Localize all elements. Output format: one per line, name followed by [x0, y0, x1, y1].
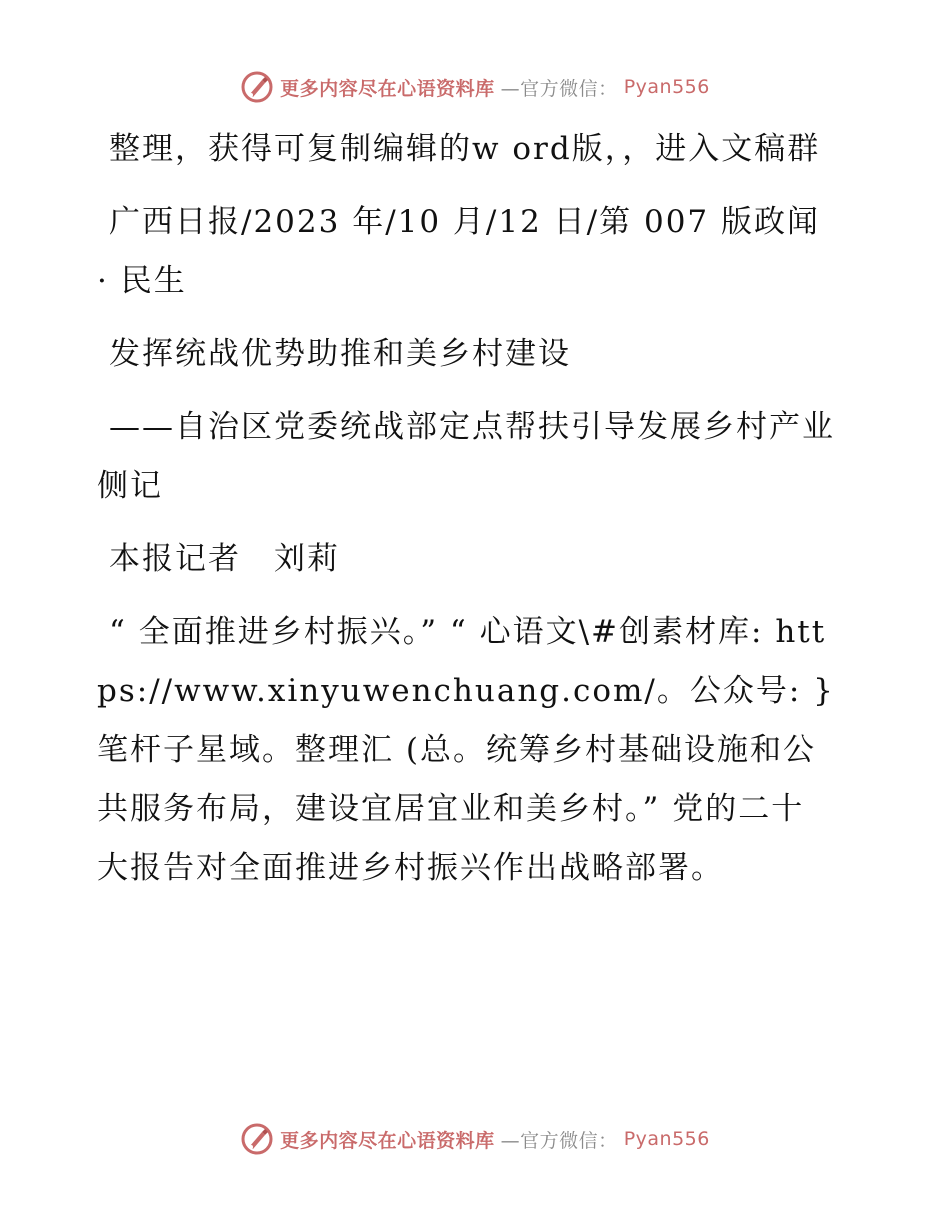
pen-seal-icon [240, 1122, 274, 1156]
banner-wechat-id: Pyan556 [623, 76, 710, 98]
banner-brand-text: 更多内容尽在心语资料库 [280, 77, 495, 100]
byline: 本报记者 刘莉 [109, 541, 340, 577]
footer-brand-text: 更多内容尽在心语资料库 [280, 1129, 495, 1152]
article-title: 发挥统战优势助推和美乡村建设 [109, 336, 571, 372]
intro-line: 整理，获得可复制编辑的w ord版，，进入文稿群 [109, 131, 821, 167]
banner-official-text: —官方微信： [500, 77, 618, 100]
header-banner [0, 70, 950, 104]
footer-banner [0, 1122, 950, 1156]
document-body [97, 120, 837, 898]
source-line: 广西日报/2023 年/10 月/12 日/第 007 版政闻 · 民生 [97, 204, 821, 299]
footer-official-text: —官方微信： [500, 1129, 618, 1152]
body-paragraph: “ 全面推进乡村振兴。” “ 心语文\#创素材库: https://www.xinyuwenchuang.com/。公众号: }笔杆子星域。整理汇 (总。统筹乡村基础设施和公共服务布局，建设宜居宜业和美乡村。” 党的二十大报告对全面推进乡村振兴作出战略部署。 [97, 614, 835, 886]
article-subtitle: ——自治区党委统战部定点帮扶引导发展乡村产业侧记 [97, 409, 835, 504]
pen-seal-icon [240, 70, 274, 104]
footer-wechat-id: Pyan556 [623, 1128, 710, 1150]
